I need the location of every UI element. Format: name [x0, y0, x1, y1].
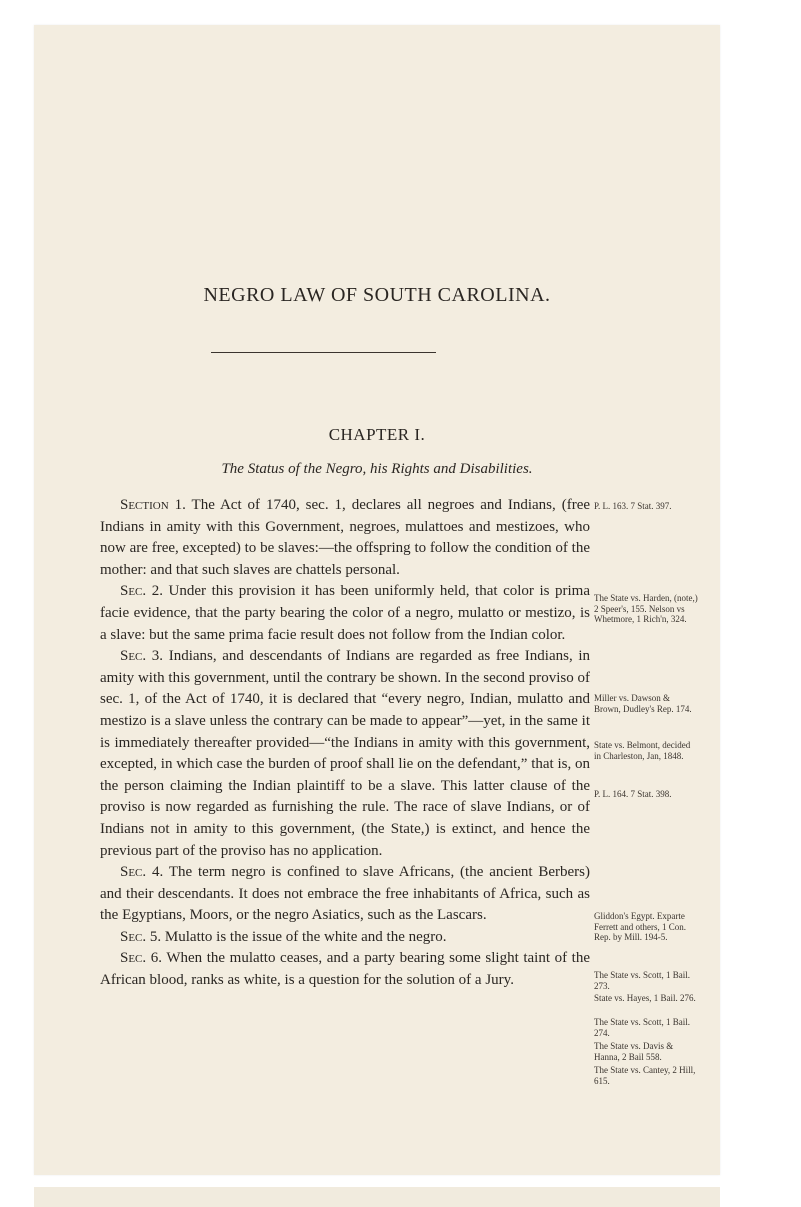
- section-text: Under this provision it has been uniformly held, that color is prima facie evidence, that the party bearing the color of a negro, mulatto or mestizo, is a slave: but the same prima facie result does not follow from the Indian color.: [100, 583, 590, 643]
- section-label: Sec. 6.: [120, 950, 162, 967]
- margin-note: The State vs. Scott, 1 Bail. 274.: [594, 1017, 690, 1038]
- section-label: Sec. 5.: [120, 928, 162, 945]
- chapter-subtitle: The Status of the Negro, his Rights and Disabilities.: [221, 461, 533, 477]
- margin-note: Miller vs. Dawson & Brown, Dudley's Rep. 174.: [594, 693, 692, 714]
- section-text: The Act of 1740, sec. 1, declares all negroes and Indians, (free Indians in amity with this Government, negroes, mulattoes and mestizoes, who now are free, excepted) to be slaves:—the offspring to follow the condition of the mother: and that such slaves are chattels personal.: [100, 497, 591, 578]
- margin-note: Gliddon's Egypt. Exparte Ferrett and others, 1 Con. Rep. by Mill. 194-5.: [594, 911, 686, 942]
- section-text: When the mulatto ceases, and a party bearing some slight taint of the African blood, ranks as white, is a question for the solution of a Jury.: [100, 950, 591, 989]
- section-text: Indians, and descendants of Indians are regarded as free Indians, in amity with this government, until the contrary be shown. In the second proviso of sec. 1, of the Act of 1740, it is declared that “every negro, Indian, mulatto and mestizo is a slave unless the contrary can be made to appear”—yet, in the same it is immediately thereafter provided—“the Indians in amity with this government, excepted, in which case the burden of proof shall lie on the defendant,” that is, on the person claiming the Indian plaintiff to be a slave. This latter clause of the proviso is now regarded as furnishing the rule. The race of slave Indians, or of Indians not in amity to this government, (the State,) is extinct, and hence the previous part of the proviso has no application.: [100, 648, 591, 859]
- section-4: [100, 862, 590, 927]
- margin-note: P. L. 164. 7 Stat. 398.: [594, 789, 672, 799]
- section-text: The term negro is confined to slave Africans, (the ancient Berbers) and their descendants. It does not embrace the free inhabitants of Africa, such as the Egyptians, Moors, or the negro Asiatics, such as the Lascars.: [100, 864, 590, 924]
- margin-note: The State vs. Harden, (note,) 2 Speer's, 155. Nelson vs Whetmore, 1 Rich'n, 324.: [594, 593, 698, 624]
- margin-note: The State vs. Cantey, 2 Hill, 615.: [594, 1065, 696, 1086]
- next-page-edge: [34, 1187, 720, 1207]
- section-label: Sec. 4.: [120, 864, 164, 881]
- page-title: NEGRO LAW OF SOUTH CAROLINA.: [203, 284, 551, 306]
- chapter-heading: CHAPTER I.: [328, 425, 426, 444]
- section-label: Section 1.: [120, 497, 186, 513]
- margin-note: The State vs. Scott, 1 Bail. 273.: [594, 970, 690, 991]
- margin-note: State vs. Hayes, 1 Bail. 276.: [594, 993, 696, 1003]
- margin-note: The State vs. Davis & Hanna, 2 Bail 558.: [594, 1041, 674, 1062]
- book-page: [34, 25, 720, 1175]
- section-text: Mulatto is the issue of the white and the negro.: [164, 928, 447, 945]
- title-divider: [211, 352, 436, 353]
- section-2: [100, 581, 590, 646]
- section-5: [100, 927, 590, 949]
- section-3: [100, 646, 590, 862]
- section-6: [100, 948, 590, 991]
- section-label: Sec. 3.: [120, 648, 164, 665]
- body-text: [100, 495, 590, 992]
- section-label: Sec. 2.: [120, 583, 163, 600]
- section-1: [100, 495, 590, 581]
- margin-note: P. L. 163. 7 Stat. 397.: [594, 501, 672, 511]
- margin-note: State vs. Belmont, decided in Charleston, Jan, 1848.: [594, 740, 691, 761]
